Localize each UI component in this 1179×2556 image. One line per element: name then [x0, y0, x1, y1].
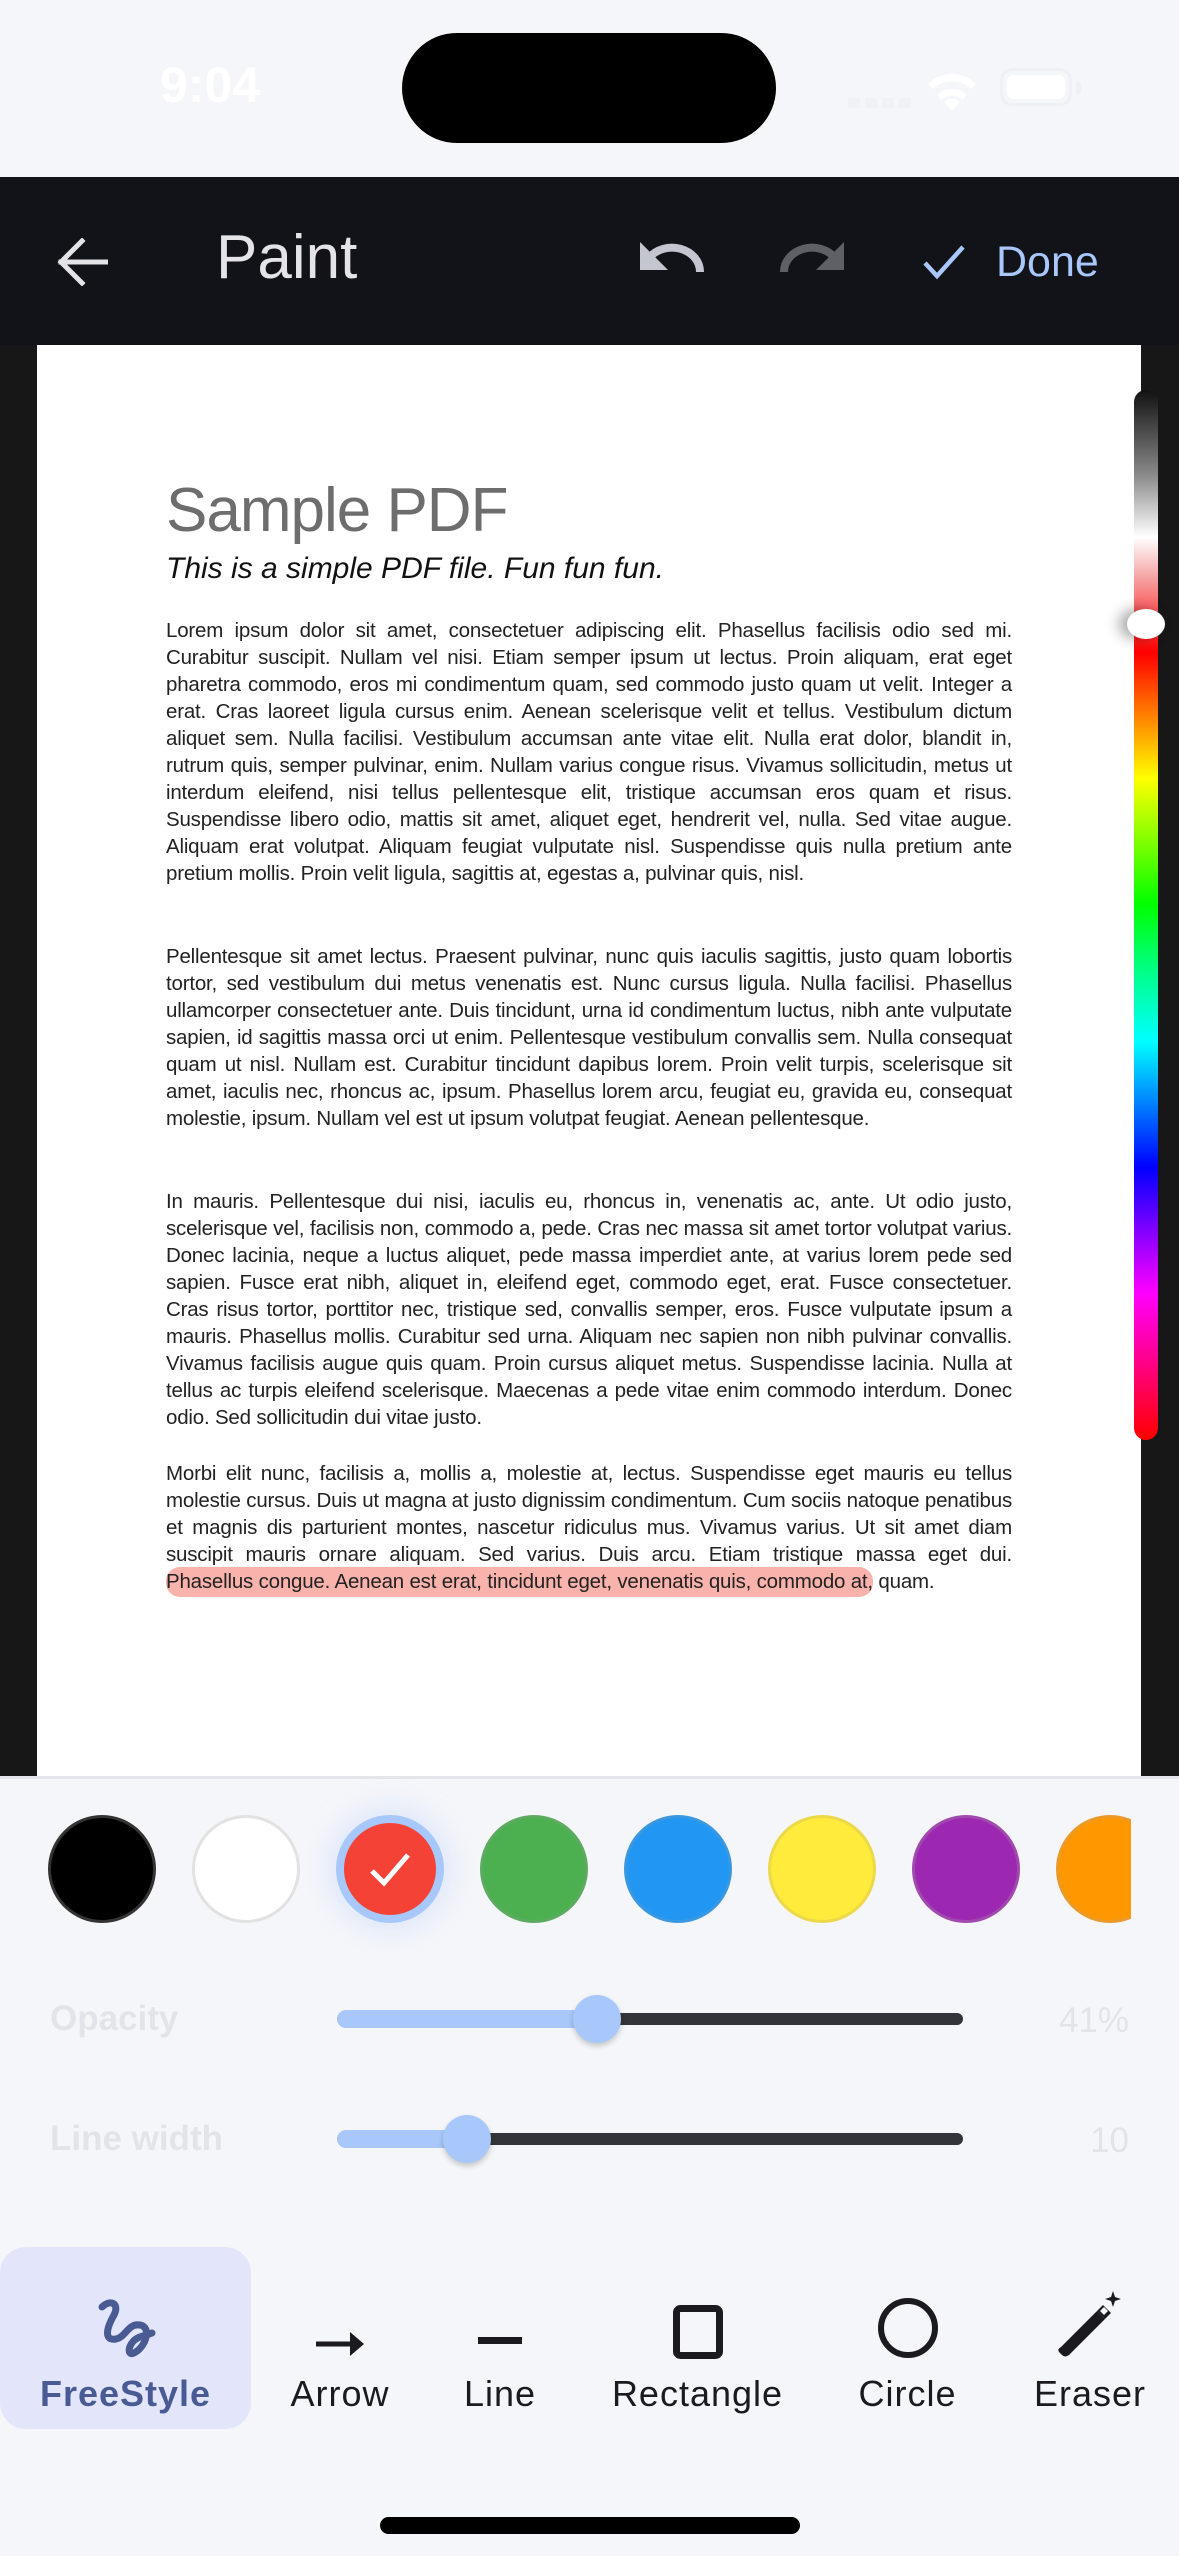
tool-circle[interactable] — [840, 2247, 975, 2429]
line-width-label: Line width — [50, 2119, 224, 2158]
status-bar — [0, 0, 1179, 177]
pdf-page[interactable] — [37, 345, 1141, 1776]
freestyle-highlight-stroke[interactable]: Phasellus congue. Aenean est erat, tincidunt eget, venenatis quis, commodo at, — [166, 1567, 873, 1597]
color-swatch-yellow[interactable] — [768, 1815, 876, 1923]
circle-icon — [877, 2297, 939, 2359]
line-width-slider[interactable] — [337, 2133, 963, 2145]
tool-label: FreeStyle — [39, 2373, 212, 2414]
document-paragraph — [166, 1460, 1012, 1595]
tool-label: Rectangle — [611, 2373, 784, 2414]
check-icon — [368, 1851, 412, 1887]
wifi-icon — [925, 68, 979, 112]
color-swatch-purple[interactable] — [912, 1815, 1020, 1923]
hue-slider[interactable] — [1134, 390, 1158, 1440]
back-button[interactable] — [52, 232, 112, 292]
paragraph-text: quam. — [872, 1570, 935, 1593]
line-icon — [478, 2337, 522, 2345]
tool-rectangle[interactable] — [595, 2247, 800, 2429]
dynamic-island — [402, 33, 776, 143]
tool-label: Circle — [858, 2373, 957, 2414]
line-width-slider-thumb[interactable] — [443, 2115, 491, 2163]
opacity-slider-thumb[interactable] — [573, 1995, 621, 2043]
undo-button[interactable] — [632, 232, 708, 292]
tool-eraser[interactable] — [1020, 2247, 1160, 2429]
tool-line[interactable] — [430, 2247, 570, 2429]
undo-icon — [632, 232, 708, 292]
tool-label: Arrow — [290, 2373, 390, 2414]
document-paragraph: Pellentesque sit amet lectus. Praesent pulvinar, nunc quis iaculis sagittis, justo quam lobortis tortor, sed vestibulum dui metus venenatis est. Nunc cursus ligula. Nulla facilisi. Phasellus ullamcorper consectetuer ante. Duis tincidunt, urna id condimentum luctus, nibh ante vulputate sapien, id sagittis massa orci ut enim. Pellentesque vestibulum convallis sem. Nulla consequat quam ut nisl. Nullam est. Curabitur tincidunt dapibus lorem. Proin velit turpis, scelerisque sit amet, iaculis nec, rhoncus ac, ipsum. Phasellus lorem arcu, feugiat eu, gravida eu, consequat molestie, ipsum. Nullam vel est ut ipsum volutpat feugiat. Aenean pellentesque. — [166, 945, 1012, 1130]
hue-slider-thumb[interactable] — [1127, 609, 1165, 639]
page-title: Paint — [216, 223, 358, 292]
swatch-clip — [1056, 1815, 1131, 1923]
color-swatch-red[interactable] — [344, 1823, 436, 1915]
line-width-value: 10 — [1090, 2121, 1129, 2160]
document-paragraph: Lorem ipsum dolor sit amet, consectetuer adipiscing elit. Phasellus facilisis odio sed mi. Curabitur suscipit. Nullam vel nisi. Etiam semper ipsum ut lectus. Proin aliquam, erat eget pharetra commodo, eros mi condimentum quam, sed commodo justo quam ut velit. Integer a erat. Cras laoreet ligula cursus enim. Aenean scelerisque velit et tellus. Vestibulum dictum aliquet sem. Nulla facilisi. Vestibulum accumsan ante vitae elit. Nulla erat dolor, blandit in, rutrum quis, semper pulvinar, enim. Nullam varius congue risus. Vivamus sollicitudin, metus ut interdum eleifend, nisi tellus pellentesque elit, tristique accumsan eros quam et risus. Suspendisse libero odio, mattis sit amet, aliquet eget, hendrerit vel, nulla. Sed vitae augue. Aliquam erat volutpat. Aliquam feugiat vulputate nisl. Suspendisse quis nulla pretium ante pretium mollis. Proin velit ligula, sagittis at, egestas a, pulvinar quis, nisl. — [166, 619, 1012, 885]
tool-freestyle[interactable] — [0, 2247, 251, 2429]
eraser-icon — [1057, 2289, 1123, 2359]
tool-arrow[interactable] — [270, 2247, 410, 2429]
app-header — [0, 177, 1179, 345]
document-paragraph: In mauris. Pellentesque dui nisi, iaculis eu, rhoncus in, venenatis ac, ante. Ut odio justo, scelerisque vel, facilisis non, commodo a, pede. Cras nec massa sit amet tortor volutpat varius. Donec lacinia, neque a luctus aliquet, pede massa imperdiet ante, at varius lorem pede sed sapien. Fusce erat nibh, aliquet in, eleifend eget, commodo eget, erat. Fusce consectetuer. Cras risus tortor, porttitor nec, tristique sed, convallis semper, eros. Fusce vulputate ipsum a mauris. Phasellus mollis. Curabitur sed urna. Aliquam nec sapien non nibh pulvinar convallis. Vivamus facilisis augue quis quam. Proin cursus aliquet metus. Suspendisse lacinia. Nulla at tellus ac turpis eleifend scelerisque. Maecenas a pede vitae enim commodo interdum. Donec odio. Sed sollicitudin dui vitae justo. — [166, 1190, 1012, 1429]
tool-label: Line — [463, 2373, 537, 2414]
color-swatch-black[interactable] — [48, 1815, 156, 1923]
color-swatch-blue[interactable] — [624, 1815, 732, 1923]
document-title: Sample PDF — [166, 476, 508, 545]
done-label: Done — [996, 237, 1099, 286]
opacity-slider[interactable] — [337, 2013, 963, 2025]
opacity-value: 41% — [1058, 2001, 1129, 2040]
drawing-canvas[interactable] — [0, 345, 1179, 1776]
battery-icon — [1000, 68, 1072, 106]
rectangle-icon — [673, 2305, 723, 2359]
color-swatch-orange[interactable] — [1056, 1815, 1131, 1923]
tool-label: Eraser — [1033, 2373, 1147, 2414]
color-swatch-white[interactable] — [192, 1815, 300, 1923]
panel-divider — [0, 1776, 1179, 1779]
color-swatch-green[interactable] — [480, 1815, 588, 1923]
redo-icon — [776, 232, 852, 292]
document-subtitle: This is a simple PDF file. Fun fun fun. — [166, 552, 664, 585]
battery-tip — [1076, 82, 1081, 94]
freestyle-squiggle-icon — [96, 2297, 156, 2359]
opacity-slider-fill — [337, 2010, 597, 2028]
redo-button[interactable] — [776, 232, 852, 292]
done-button[interactable] — [922, 217, 1099, 307]
opacity-label: Opacity — [50, 1999, 179, 2038]
arrow-right-icon — [314, 2329, 366, 2359]
check-icon — [922, 244, 966, 280]
arrow-left-icon — [56, 238, 108, 286]
home-indicator[interactable] — [380, 2517, 800, 2534]
status-time: 9:04 — [160, 57, 261, 113]
paragraph-text: Morbi elit nunc, facilisis a, mollis a, molestie at, lectus. Suspendisse eget mauris eu tellus molestie cursus. Duis ut magna at justo dignissim condimentum. Cum sociis natoque penatibus et magnis dis parturient montes, nascetur ridiculus mus. Vivamus varius. Ut sit amet diam suscipit mauris ornare aliquam. Sed varius. Duis arcu. Etiam tristique massa eget dui. — [166, 1462, 1012, 1566]
